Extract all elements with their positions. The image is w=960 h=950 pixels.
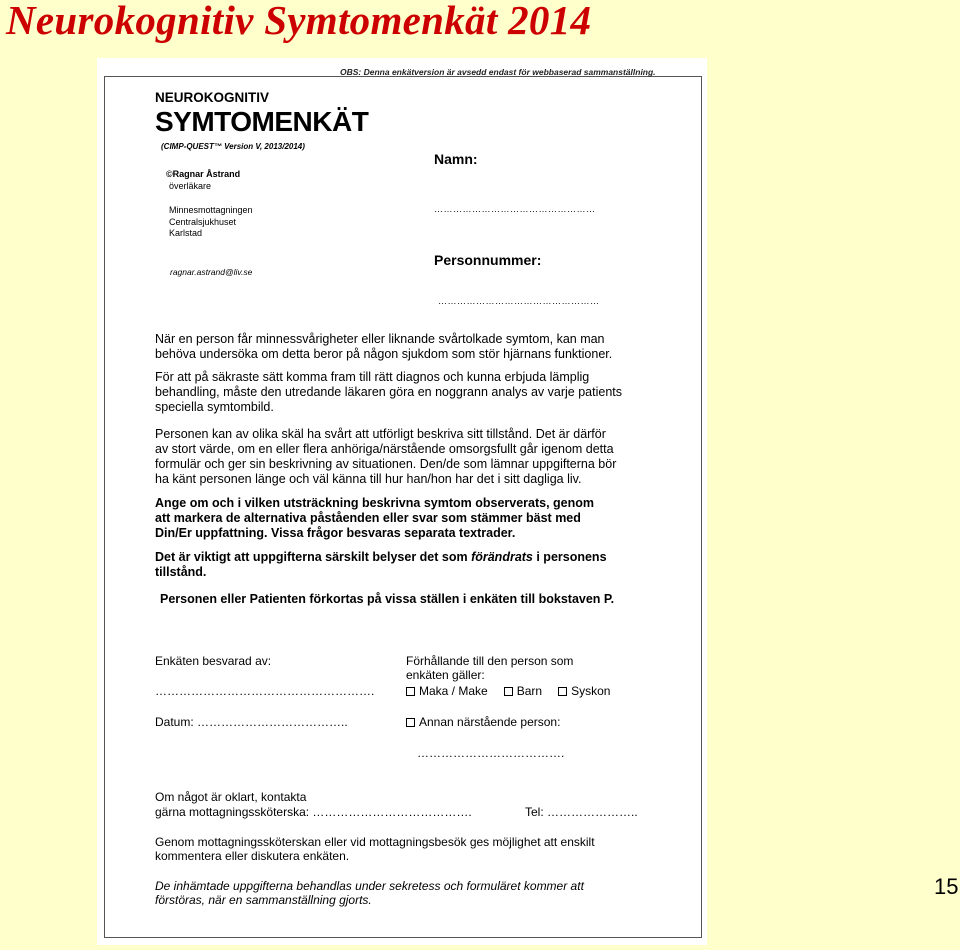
author-address: Minnesmottagningen Centralsjukhuset Karlstad (169, 205, 253, 238)
option-spouse (406, 684, 488, 698)
personnummer-label: Personnummer: (434, 252, 542, 268)
option-other-relative (406, 715, 560, 729)
option-spouse-label: Maka / Make (419, 684, 488, 698)
header-large: SYMTOMENKÄT (155, 106, 369, 137)
option-child (504, 684, 542, 698)
author-email: ragnar.astrand@liv.se (170, 267, 253, 277)
header-small: NEUROKOGNITIV (155, 90, 270, 105)
confidentiality-paragraph: De inhämtade uppgifterna behandlas under sekretess och formuläret kommer att förstöras, när en sammanställning gjorts. (155, 879, 584, 907)
change-paragraph (155, 550, 607, 580)
contact-text: Om något är oklart, kontakta gärna mottagningssköterska: …………………………………. (155, 790, 472, 819)
intro-paragraph-1: När en person får minnessvårigheter eller liknande svårtolkade symtom, kan man behöva undersöka om detta beror på någon sjukdom som stör hjärnans funktioner. (155, 332, 613, 361)
author-role: överläkare (169, 181, 212, 191)
author-name: ©Ragnar Åstrand (166, 169, 241, 179)
form-page (97, 58, 707, 945)
checkbox-icon (406, 687, 415, 696)
option-sibling-label: Syskon (571, 684, 611, 698)
obs-note: OBS: Denna enkätversion är avsedd endast för webbaserad sammanställning. (340, 67, 656, 77)
option-sibling (558, 684, 610, 698)
personnummer-field-dots: …………………………………………… (438, 296, 600, 306)
intro-paragraph-2: För att på säkraste sätt komma fram till rätt diagnos och kunna erbjuda lämplig behandling, måste den utredande läkaren göra en noggrann analys av varje patients speciella symtombild. (155, 370, 622, 414)
name-field-dots: …………………………………………… (434, 204, 596, 214)
abbreviation-note: Personen eller Patienten förkortas på vissa ställen i enkäten till bokstaven P. (160, 592, 615, 606)
relation-label: Förhållande till den person som enkäten gäller: (406, 654, 574, 682)
change-text-emphasis: förändrats (471, 550, 533, 564)
relation-options (406, 684, 610, 698)
answered-by-dots: ………………………………………………. (155, 684, 375, 698)
option-child-label: Barn (516, 684, 543, 698)
option-other-label: Annan närstående person: (419, 715, 561, 729)
checkbox-icon (504, 687, 513, 696)
page-number: 15 (934, 874, 959, 899)
answered-by-label: Enkäten besvarad av: (155, 654, 272, 668)
slide-title: Neurokognitiv Symtomenkät 2014 (6, 0, 592, 43)
date-field: Datum: ……………………………….. (155, 715, 348, 729)
change-text-after: i personens tillstånd. (155, 550, 607, 579)
checkbox-icon (558, 687, 567, 696)
checkbox-icon (406, 718, 415, 727)
instruction-paragraph: Ange om och i vilken utsträckning beskrivna symtom observerats, genom att markera de alternativa påståenden eller svar som stämmer bäst med Din/Er uppfattning. Vissa frågor besvaras separata textrader. (155, 496, 595, 540)
change-text-before: Det är viktigt att uppgifterna särskilt belyser det som (155, 550, 472, 564)
phone-field: Tel: ………………….. (525, 805, 638, 819)
comment-paragraph: Genom mottagningssköterskan eller vid mottagningsbesök ges möjlighet att enskilt kommentera eller diskutera enkäten. (155, 835, 595, 863)
name-label: Namn: (434, 151, 478, 167)
version-text: (CIMP-QUEST™ Version V, 2013/2014) (161, 142, 305, 151)
other-relative-dots: ………………………………. (417, 746, 565, 760)
intro-paragraph-3: Personen kan av olika skäl ha svårt att utförligt beskriva sitt tillstånd. Det är därför av stort värde, om en eller flera anhöriga/närstående omsorgsfullt går igenom detta formulär och ger sin beskrivning av situationen. Den/de som lämnar uppgifterna bör ha känt personen länge och väl känna till hur han/hon har det i sitt dagliga liv. (155, 427, 617, 486)
